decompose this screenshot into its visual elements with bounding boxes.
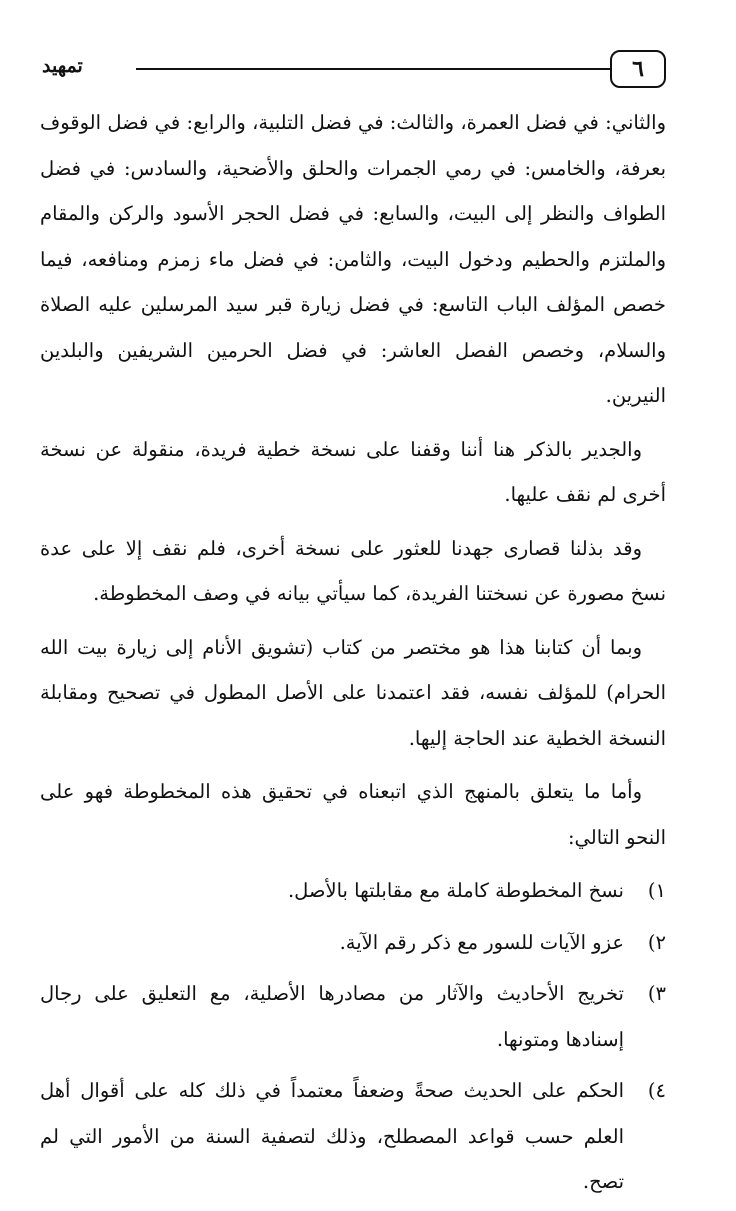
list-item: [40, 971, 666, 1062]
methodology-list: [40, 868, 666, 1205]
paragraph: وأما ما يتعلق بالمنهج الذي اتبعناه في تحقيق هذه المخطوطة فهو على النحو التالي:: [40, 780, 666, 849]
list-item: [40, 1068, 666, 1205]
list-item: [40, 920, 666, 966]
header-rule: [136, 68, 612, 70]
paragraph: وبما أن كتابنا هذا هو مختصر من كتاب (تشويق الأنام إلى زيارة بيت الله الحرام) للمؤلف نفسه، فقد اعتمدنا على الأصل المطول في تصحيح ومقابلة النسخة الخطية عند الحاجة إليها.: [40, 635, 666, 750]
paragraph: والجدير بالذكر هنا أننا وقفنا على نسخة خطية فريدة، منقولة عن نسخة أخرى لم نقف عليها.: [40, 437, 666, 506]
paragraph: وقد بذلنا قصارى جهدنا للعثور على نسخة أخرى، فلم نقف إلا على عدة نسخ مصورة عن نسختنا الفريدة، كما سيأتي بيانه في وصف المخطوطة.: [40, 536, 666, 605]
list-item-number: ٢): [647, 930, 666, 954]
list-item-text: عزو الآيات للسور مع ذكر رقم الآية.: [339, 930, 624, 954]
page-header: [42, 50, 666, 90]
running-title: تمهيد: [42, 55, 83, 77]
page-body: [40, 100, 666, 1211]
paragraph: والثاني: في فضل العمرة، والثالث: في فضل التلبية، والرابع: في فضل الوقوف بعرفة، والخامس: في رمي الجمرات والحلق والأضحية، والسادس: في فضل الطواف والنظر إلى البيت، والسابع: في فضل الحجر الأسود والركن والمقام والملتزم والحطيم ودخول البيت، والثامن: في فضل ماء زمزم ومنافعه، فيما خصص المؤلف الباب التاسع: في فضل زيارة قبر سيد المرسلين عليه الصلاة والسلام، وخصص الفصل العاشر: في فضل الحرمين الشريفين والبلدين النيرين.: [40, 111, 666, 407]
list-item-text: نسخ المخطوطة كاملة مع مقابلتها بالأصل.: [287, 879, 624, 902]
list-item-number: ١): [647, 879, 666, 902]
page-number-box: [610, 50, 666, 88]
list-item-number: ٣): [647, 982, 666, 1005]
list-item: [40, 868, 666, 914]
page-number: ٦: [632, 56, 644, 82]
list-item-number: ٤): [647, 1079, 666, 1102]
list-item-text: تخريج الأحاديث والآثار من مصادرها الأصلية، مع التعليق على رجال إسنادها ومتونها.: [40, 982, 624, 1051]
list-item-text: الحكم على الحديث صحةً وضعفاً معتمداً في ذلك كله على أقوال أهل العلم حسب قواعد المصطلح، وذلك لتصفية السنة من الأمور التي لم تصح.: [40, 1079, 624, 1193]
